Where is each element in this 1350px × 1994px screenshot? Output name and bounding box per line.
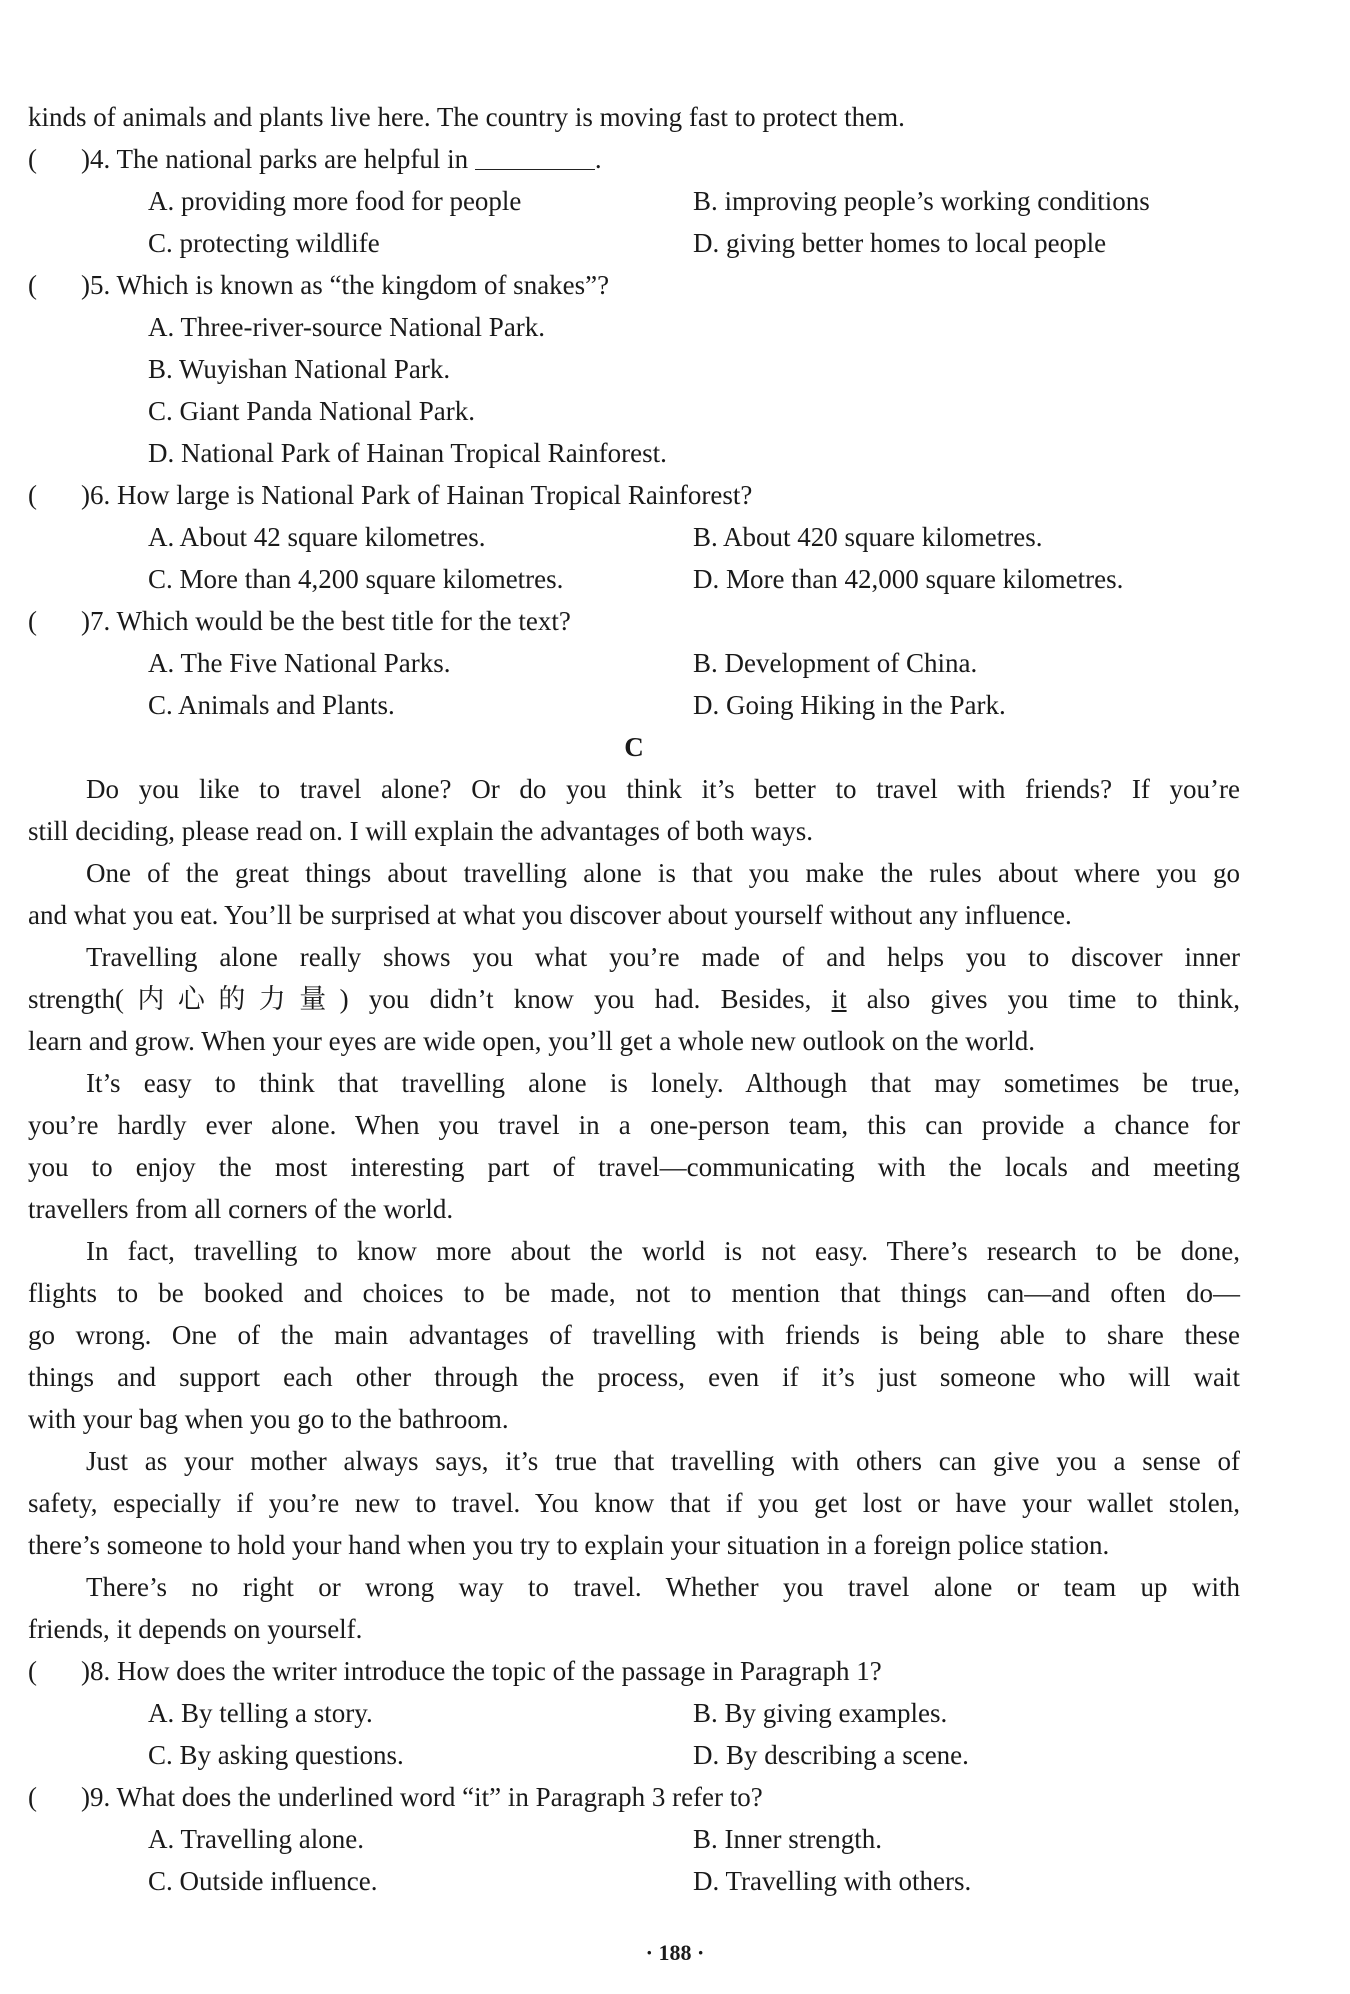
question-stem: )8. How does the writer introduce the topic of the passage in Paragraph 1?	[81, 1656, 882, 1686]
option-c: C. Giant Panda National Park.	[148, 396, 475, 426]
page-number: · 188 ·	[645, 1940, 705, 1965]
options-row	[148, 684, 1240, 726]
option-a: A. The Five National Parks.	[148, 648, 451, 678]
answer-paren: (	[28, 606, 37, 636]
paragraph-line: There’s no right or wrong way to travel. Whether you travel alone or team up with	[86, 1572, 1240, 1602]
option-a: A. About 42 square kilometres.	[148, 522, 486, 552]
paragraph-line: Just as your mother always says, it’s true that travelling with others can give you a sense of	[86, 1446, 1240, 1476]
question-stem: )5. Which is known as “the kingdom of snakes”?	[81, 270, 610, 300]
question-4	[28, 138, 1240, 180]
option-a: A. By telling a story.	[148, 1698, 373, 1728]
options-row	[148, 222, 1240, 264]
paragraph-line: with your bag when you go to the bathroom.	[28, 1404, 509, 1434]
answer-paren: (	[28, 480, 37, 510]
line-text: strength(内心的力量) you didn’t know you had. Besides,	[28, 984, 812, 1014]
question-5	[28, 264, 1240, 306]
option-b: B. Development of China.	[693, 648, 978, 678]
options-row	[148, 348, 1240, 390]
paragraph-line: learn and grow. When your eyes are wide open, you’ll get a whole new outlook on the world.	[28, 1026, 1035, 1056]
paragraph-3	[28, 936, 1240, 1062]
question-6	[28, 474, 1240, 516]
question-7	[28, 600, 1240, 642]
option-b: B. Wuyishan National Park.	[148, 354, 451, 384]
paragraph-5	[28, 1230, 1240, 1440]
question-stem: )6. How large is National Park of Hainan Tropical Rainforest?	[81, 480, 753, 510]
paragraph-line: One of the great things about travelling alone is that you make the rules about where you go	[86, 858, 1240, 888]
paragraph-line: go wrong. One of the main advantages of travelling with friends is being able to share these	[28, 1320, 1240, 1350]
option-b: B. By giving examples.	[693, 1698, 948, 1728]
option-d: D. Travelling with others.	[693, 1866, 972, 1896]
options-row	[148, 1692, 1240, 1734]
option-d: D. More than 42,000 square kilometres.	[693, 564, 1124, 594]
options-row	[148, 432, 1240, 474]
options-row	[148, 516, 1240, 558]
option-d: D. giving better homes to local people	[693, 228, 1107, 258]
options-row	[148, 1734, 1240, 1776]
passage-b-last-line: kinds of animals and plants live here. The country is moving fast to protect them.	[28, 102, 905, 132]
option-c: C. Animals and Plants.	[148, 690, 395, 720]
answer-paren: (	[28, 144, 37, 174]
option-d: D. By describing a scene.	[693, 1740, 969, 1770]
paragraph-line: In fact, travelling to know more about the world is not easy. There’s research to be done,	[86, 1236, 1240, 1266]
option-c: C. Outside influence.	[148, 1866, 378, 1896]
paragraph-line: It’s easy to think that travelling alone is lonely. Although that may sometimes be true,	[86, 1068, 1240, 1098]
answer-blank	[475, 143, 595, 170]
paragraph-line: travellers from all corners of the world.	[28, 1194, 454, 1224]
question-stem: )9. What does the underlined word “it” in Paragraph 3 refer to?	[81, 1782, 763, 1812]
options-row	[148, 1818, 1240, 1860]
underlined-word-it: it	[831, 984, 847, 1014]
paragraph-7	[28, 1566, 1240, 1650]
paragraph-1	[28, 768, 1240, 852]
options-row	[148, 390, 1240, 432]
paragraph-line: and what you eat. You’ll be surprised at what you discover about yourself without any influence.	[28, 900, 1072, 930]
option-d: D. Going Hiking in the Park.	[693, 690, 1006, 720]
option-a: A. Travelling alone.	[148, 1824, 364, 1854]
paragraph-line: things and support each other through the process, even if it’s just someone who will wait	[28, 1362, 1240, 1392]
paragraph-line: Do you like to travel alone? Or do you think it’s better to travel with friends? If you’re	[86, 774, 1240, 804]
option-b: B. Inner strength.	[693, 1824, 882, 1854]
paragraph-line: you to enjoy the most interesting part of travel—communicating with the locals and meeting	[28, 1152, 1240, 1182]
option-c: C. More than 4,200 square kilometres.	[148, 564, 564, 594]
paragraph-line: Travelling alone really shows you what you’re made of and helps you to discover inner	[86, 942, 1240, 972]
paragraph-line	[28, 978, 1240, 1020]
question-8	[28, 1650, 1240, 1692]
options-row	[148, 1860, 1240, 1902]
options-row	[148, 306, 1240, 348]
paragraph-line: friends, it depends on yourself.	[28, 1614, 363, 1644]
paragraph-line: safety, especially if you’re new to travel. You know that if you get lost or have your wallet stolen,	[28, 1488, 1240, 1518]
options-row	[148, 642, 1240, 684]
option-a: A. providing more food for people	[148, 186, 522, 216]
answer-paren: (	[28, 270, 37, 300]
option-a: A. Three-river-source National Park.	[148, 312, 546, 342]
option-b: B. improving people’s working conditions	[693, 186, 1150, 216]
question-stem	[81, 138, 602, 180]
answer-paren: (	[28, 1656, 37, 1686]
option-c: C. protecting wildlife	[148, 228, 380, 258]
options-row	[148, 558, 1240, 600]
paragraph-line: flights to be booked and choices to be made, not to mention that things can—and often do—	[28, 1278, 1240, 1308]
stem-period: .	[594, 144, 602, 174]
line-text: also gives you time to think,	[866, 984, 1241, 1014]
paragraph-line: still deciding, please read on. I will explain the advantages of both ways.	[28, 816, 814, 846]
options-row	[148, 180, 1240, 222]
page-content	[28, 96, 1240, 1902]
paragraph-2	[28, 852, 1240, 936]
stem-text: )4. The national parks are helpful in	[81, 144, 469, 174]
question-stem: )7. Which would be the best title for the text?	[81, 606, 571, 636]
paragraph-line: you’re hardly ever alone. When you travel in a one-person team, this can provide a chance for	[28, 1110, 1240, 1140]
option-c: C. By asking questions.	[148, 1740, 404, 1770]
option-d: D. National Park of Hainan Tropical Rainforest.	[148, 438, 667, 468]
paragraph-6	[28, 1440, 1240, 1566]
paragraph-line: there’s someone to hold your hand when you try to explain your situation in a foreign police station.	[28, 1530, 1110, 1560]
section-heading-c: C	[624, 732, 644, 762]
option-b: B. About 420 square kilometres.	[693, 522, 1043, 552]
answer-paren: (	[28, 1782, 37, 1812]
question-9	[28, 1776, 1240, 1818]
paragraph-4	[28, 1062, 1240, 1230]
